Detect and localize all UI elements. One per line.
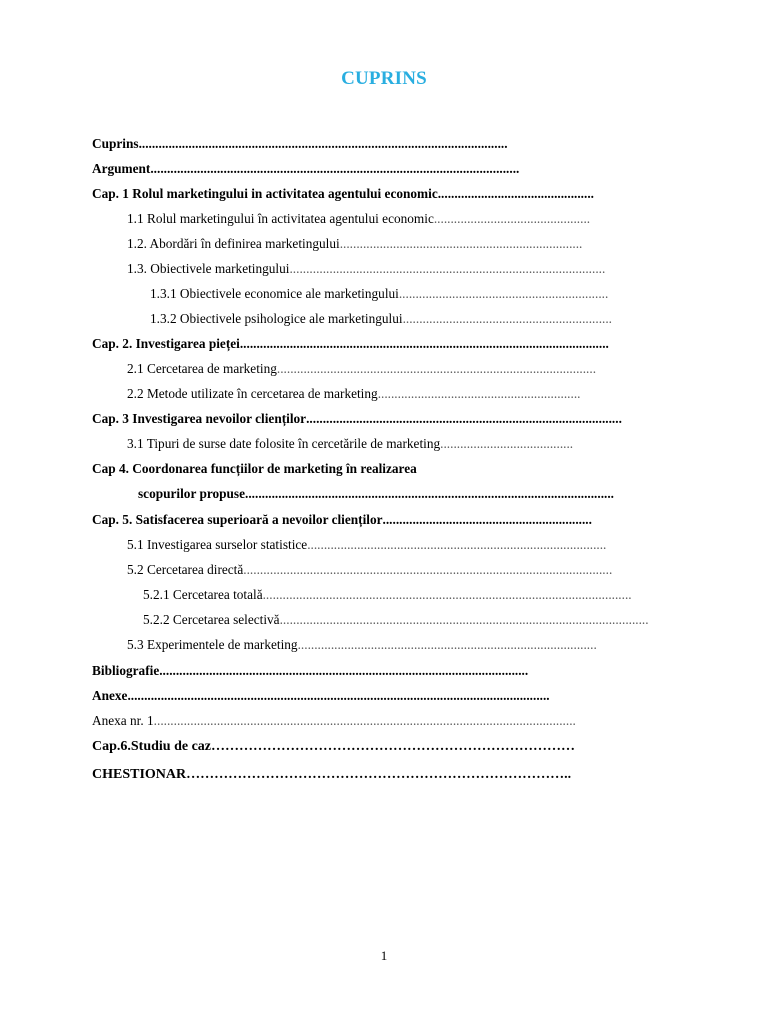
toc-entry-leader: ..........................................................................................: [307, 537, 607, 552]
toc-entry-title: Cap. 1 Rolul marketingului in activitatea agentului economic: [92, 186, 438, 201]
toc-entry: [127, 361, 597, 381]
toc-entry: [92, 739, 594, 759]
toc-entry-leader: ...............................................................................................................: [138, 136, 508, 151]
toc-entry-title: 5.2.1 Cercetarea totală: [143, 587, 263, 602]
toc-entry-title: Anexe: [92, 688, 128, 703]
toc-entry: [92, 161, 588, 181]
toc-entry-title: 1.3.1 Obiectivele economice ale marketingului: [150, 286, 399, 301]
toc-entry-leader: ...............................................................................................: [289, 261, 606, 276]
toc-entry-leader: ...............................................................: [402, 311, 613, 326]
toc-entry: [92, 767, 591, 787]
toc-entry-title: Argument: [92, 161, 151, 176]
toc-entry: [143, 612, 649, 632]
toc-entry-title: 5.1 Investigarea surselor statistice: [127, 537, 308, 552]
toc-entry-leader: ...............................................: [437, 186, 594, 201]
toc-entry-leader: ...............................................................................................................: [279, 612, 649, 627]
toc-entry: [143, 587, 632, 607]
toc-entry-title: Cap. 5. Satisfacerea superioară a nevoilor clienților: [92, 512, 383, 527]
toc-entry-title: CHESTIONAR: [92, 767, 187, 782]
toc-entry-leader: ...............................................................................................: [306, 411, 622, 426]
toc-entry: [127, 386, 586, 406]
toc-entry-title: 5.2 Cercetarea directă: [127, 562, 244, 577]
toc-entry: [127, 637, 597, 657]
toc-entry-leader: ..........................................................................................: [297, 637, 597, 652]
toc-entry: [92, 713, 593, 733]
toc-entry: [127, 261, 606, 281]
toc-entry-leader: ...............................................................................................................: [150, 161, 520, 176]
toc-entry-leader: ...............................................................................................................: [245, 486, 615, 501]
toc-entry-title: 3.1 Tipuri de surse date folosite în cercetările de marketing: [127, 436, 441, 451]
toc-entry-leader: ................................................................................................: [276, 361, 597, 376]
page-title: CUPRINS: [341, 68, 427, 89]
toc-entry-title: 5.2.2 Cercetarea selectivă: [143, 612, 280, 627]
toc-entry-title: 1.2. Abordări în definirea marketingului: [127, 236, 340, 251]
toc-entry: [138, 486, 615, 506]
toc-entry-leader: ………………………………………………………………………..: [186, 767, 572, 782]
toc-entry-title: 1.3.2 Obiectivele psihologice ale marketingului: [150, 311, 403, 326]
toc-entry-leader: ...............................................................: [398, 286, 609, 301]
toc-entry-leader: ...............................................................: [382, 512, 592, 527]
toc-entry-title: Anexa nr. 1: [92, 713, 154, 728]
toc-entry-leader: ...............................................: [433, 211, 591, 226]
toc-entry-leader: ...............................................................................................................................: [153, 713, 576, 728]
toc-entry: [92, 461, 470, 481]
toc-entry: [127, 436, 584, 456]
toc-entry-title: Bibliografie: [92, 663, 160, 678]
toc-entry: [92, 411, 622, 431]
toc-entry-title: 2.1 Cercetarea de marketing: [127, 361, 277, 376]
toc-entry: [92, 688, 590, 708]
toc-entry: [92, 186, 594, 206]
toc-entry-title: 5.3 Experimentele de marketing: [127, 637, 298, 652]
toc-entry-title: Cap.6.Studiu de caz: [92, 739, 212, 754]
toc-entry: [92, 512, 592, 532]
toc-entry-title: 1.3. Obiectivele marketingului: [127, 261, 290, 276]
toc-entry-title: Cap. 3 Investigarea nevoilor clienților: [92, 411, 307, 426]
toc-entry-title: 1.1 Rolul marketingului în activitatea agentului economic: [127, 211, 434, 226]
toc-entry-title: 2.2 Metode utilizate în cercetarea de marketing: [127, 386, 378, 401]
toc-entry-leader: ...............................................................................................................: [262, 587, 632, 602]
toc-entry-leader: ...............................................................................................................: [159, 663, 529, 678]
toc-entry-leader: .........................................................................: [339, 236, 583, 251]
toc-entry-title: scopurilor propuse: [138, 486, 246, 501]
toc-entry-leader: ........................................: [440, 436, 574, 451]
page-number: 1: [380, 948, 388, 963]
toc-entry-title: Cap 4. Coordonarea funcțiilor de marketing în realizarea: [92, 461, 417, 476]
toc-entry: [150, 286, 609, 306]
toc-entry: [92, 136, 585, 156]
toc-entry-leader: ...............................................................................................................: [239, 336, 609, 351]
toc-entry: [127, 211, 591, 231]
toc-entry: [92, 663, 588, 683]
toc-entry: [92, 336, 609, 356]
toc-entry-leader: ……………………………………………………………………: [211, 739, 576, 754]
toc-entry-title: Cap. 2. Investigarea pieței: [92, 336, 240, 351]
toc-entry: [150, 311, 613, 331]
toc-entry: [127, 236, 588, 256]
toc-entry: [127, 537, 607, 557]
toc-entry-leader: ...............................................................................................................................: [127, 688, 550, 703]
toc-entry-leader: ...............................................................................................................: [243, 562, 613, 577]
toc-entry: [127, 562, 613, 582]
toc-entry-title: Cuprins: [92, 136, 139, 151]
toc-entry-leader: .............................................................: [377, 386, 581, 401]
